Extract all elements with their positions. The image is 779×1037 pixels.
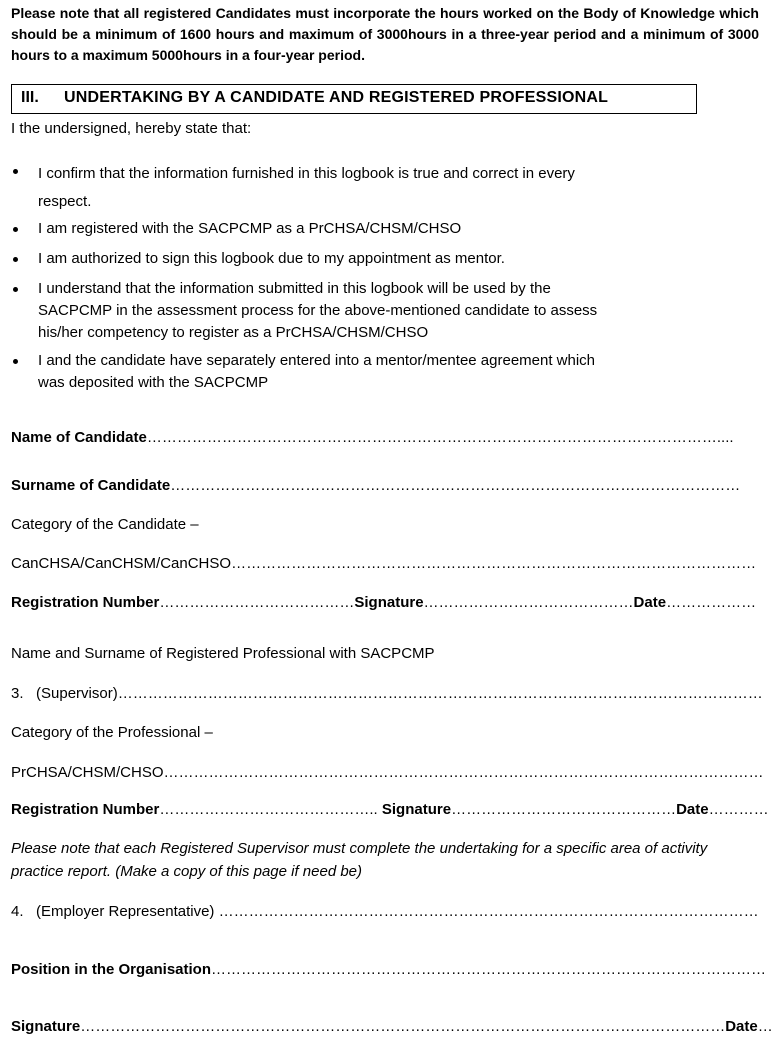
bullet-icon bbox=[13, 359, 18, 364]
list-item: I understand that the information submitted in this logbook will be used by the SACPCMP in the assessment process for the above-mentioned candidate to assess his/her competency to register as a PrCHSA/CHSM/CHSO bbox=[11, 278, 597, 344]
position-blank[interactable]: ………………………………………………………………………………………………… bbox=[211, 961, 767, 978]
reg-number-blank[interactable]: ………………………………… bbox=[159, 594, 355, 611]
professional-category-options: PrCHSA/CHSM/CHSO bbox=[11, 764, 164, 781]
date-label: Date bbox=[676, 801, 709, 818]
intro-note: Please note that all registered Candidates must incorporate the hours worked on the Body of Knowledge which should be a minimum of 1600 hours and maximum of 3000hours in a three-year period and a minimum of 3000 hours to a maximum 5000hours in a four-year period. bbox=[11, 5, 759, 63]
signature-label: Signature bbox=[381, 801, 452, 818]
statement-intro: I the undersigned, hereby state that: bbox=[11, 120, 252, 137]
candidate-name-blank[interactable]: …………………………………………………………………………………………………….... bbox=[146, 429, 734, 446]
bullet-icon bbox=[13, 287, 18, 292]
signature-blank[interactable]: ………………………………………………………………………………………………………………… bbox=[80, 1018, 726, 1035]
professional-registration-row bbox=[11, 801, 769, 818]
bullet-icon bbox=[13, 227, 18, 232]
supervisor-label: 3. (Supervisor) bbox=[11, 685, 118, 702]
candidate-category-options: CanCHSA/CanCHSM/CanCHSO bbox=[11, 555, 232, 572]
employer-label: 4. (Employer Representative) bbox=[11, 903, 215, 920]
supervisor-field[interactable] bbox=[11, 685, 763, 702]
employer-field[interactable] bbox=[11, 903, 759, 920]
candidate-name-field[interactable] bbox=[11, 429, 734, 446]
date-label: Date bbox=[633, 594, 667, 611]
list-item: I and the candidate have separately entered into a mentor/mentee agreement which was deposited with the SACPCMP bbox=[11, 350, 595, 394]
reg-number-blank[interactable]: …………………………………….. bbox=[159, 801, 378, 818]
candidate-category-blank[interactable]: …………………………………………………………………………………………… bbox=[231, 555, 757, 572]
date-blank[interactable]: … bbox=[757, 1018, 773, 1035]
professional-category-field[interactable] bbox=[11, 764, 764, 781]
candidate-surname-field[interactable] bbox=[11, 477, 740, 494]
candidate-surname-label: Surname of Candidate bbox=[11, 477, 171, 494]
list-item: I am registered with the SACPCMP as a PrCHSA/CHSM/CHSO bbox=[11, 218, 461, 240]
candidate-category-label: Category of the Candidate – bbox=[11, 516, 199, 533]
candidate-registration-row bbox=[11, 594, 756, 611]
position-field[interactable] bbox=[11, 961, 766, 978]
candidate-name-label: Name of Candidate bbox=[11, 429, 147, 446]
employer-blank[interactable]: ……………………………………………………………………………………………… bbox=[218, 903, 759, 920]
professional-category-blank[interactable]: ………………………………………………………………………………………………………… bbox=[163, 764, 764, 781]
professional-category-label: Category of the Professional – bbox=[11, 724, 213, 741]
bullet-icon bbox=[13, 257, 18, 262]
date-label: Date bbox=[725, 1018, 758, 1035]
candidate-category-field[interactable] bbox=[11, 555, 756, 572]
signature-label: Signature bbox=[354, 594, 424, 611]
reg-number-label: Registration Number bbox=[11, 594, 160, 611]
candidate-surname-blank[interactable]: …………………………………………………………………………………………………… bbox=[170, 477, 741, 494]
section-title: UNDERTAKING BY A CANDIDATE AND REGISTERED PROFESSIONAL bbox=[64, 89, 609, 106]
signature-blank[interactable]: ……………………………………… bbox=[451, 801, 677, 818]
professional-heading: Name and Surname of Registered Professional with SACPCMP bbox=[11, 645, 435, 662]
date-blank[interactable]: ………… bbox=[708, 801, 769, 818]
date-blank[interactable]: ……………… bbox=[666, 594, 757, 611]
supervisor-blank[interactable]: ………………………………………………………………………………………………………………… bbox=[117, 685, 763, 702]
signature-blank[interactable]: …………………………………… bbox=[423, 594, 634, 611]
section-heading bbox=[11, 84, 697, 114]
section-number: III. bbox=[21, 89, 39, 106]
reg-number-label: Registration Number bbox=[11, 801, 160, 818]
supervisor-note: Please note that each Registered Supervisor must complete the undertaking for a specific area of activity practice report. (Make a copy of this page if need be) bbox=[11, 840, 708, 880]
list-item: I confirm that the information furnished in this logbook is true and correct in every respect. bbox=[11, 160, 575, 216]
signature-label: Signature bbox=[11, 1018, 81, 1035]
bullet-icon bbox=[13, 169, 18, 174]
position-label: Position in the Organisation bbox=[11, 961, 212, 978]
list-item: I am authorized to sign this logbook due to my appointment as mentor. bbox=[11, 248, 505, 270]
final-signature-row bbox=[11, 1018, 773, 1035]
